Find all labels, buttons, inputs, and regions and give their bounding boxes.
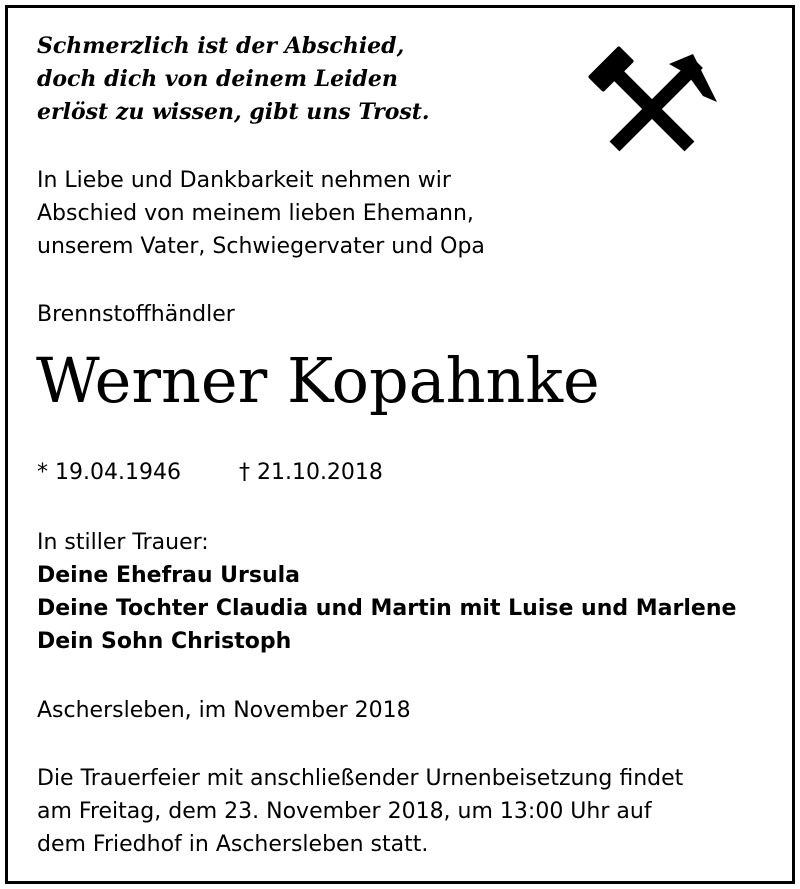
life-dates xyxy=(37,458,383,488)
funeral-notice xyxy=(37,762,683,861)
intro-text xyxy=(37,164,485,263)
intro-line: In Liebe und Dankbarkeit nehmen wir xyxy=(37,168,451,193)
hammer-and-pick-icon xyxy=(583,44,723,174)
deceased-name: Werner Kopahnke xyxy=(36,344,600,417)
mourners-heading: In stiller Trauer: xyxy=(37,530,209,555)
mourners-block xyxy=(37,526,736,658)
intro-line: Abschied von meinem lieben Ehemann, xyxy=(37,201,474,226)
quote-line: doch dich von deinem Leiden xyxy=(37,66,398,92)
funeral-line: dem Friedhof in Aschersleben statt. xyxy=(37,832,429,857)
quote-line: Schmerzlich ist der Abschied, xyxy=(37,33,405,59)
funeral-line: am Freitag, dem 23. November 2018, um 13:00 Uhr auf xyxy=(37,799,652,824)
farewell-quote xyxy=(37,30,430,129)
obituary-notice xyxy=(5,5,795,884)
mourner-name: Dein Sohn Christoph xyxy=(37,629,292,654)
mourner-name: Deine Tochter Claudia und Martin mit Luise und Marlene xyxy=(37,596,737,621)
death-date: † 21.10.2018 xyxy=(238,460,383,485)
occupation: Brennstoffhändler xyxy=(37,302,235,327)
place-date: Aschersleben, im November 2018 xyxy=(37,698,411,723)
quote-line: erlöst zu wissen, gibt uns Trost. xyxy=(37,99,430,125)
intro-line: unserem Vater, Schwiegervater und Opa xyxy=(37,234,485,259)
funeral-line: Die Trauerfeier mit anschließender Urnenbeisetzung findet xyxy=(37,766,684,791)
birth-date: * 19.04.1946 xyxy=(37,460,181,485)
mourner-name: Deine Ehefrau Ursula xyxy=(37,563,301,588)
